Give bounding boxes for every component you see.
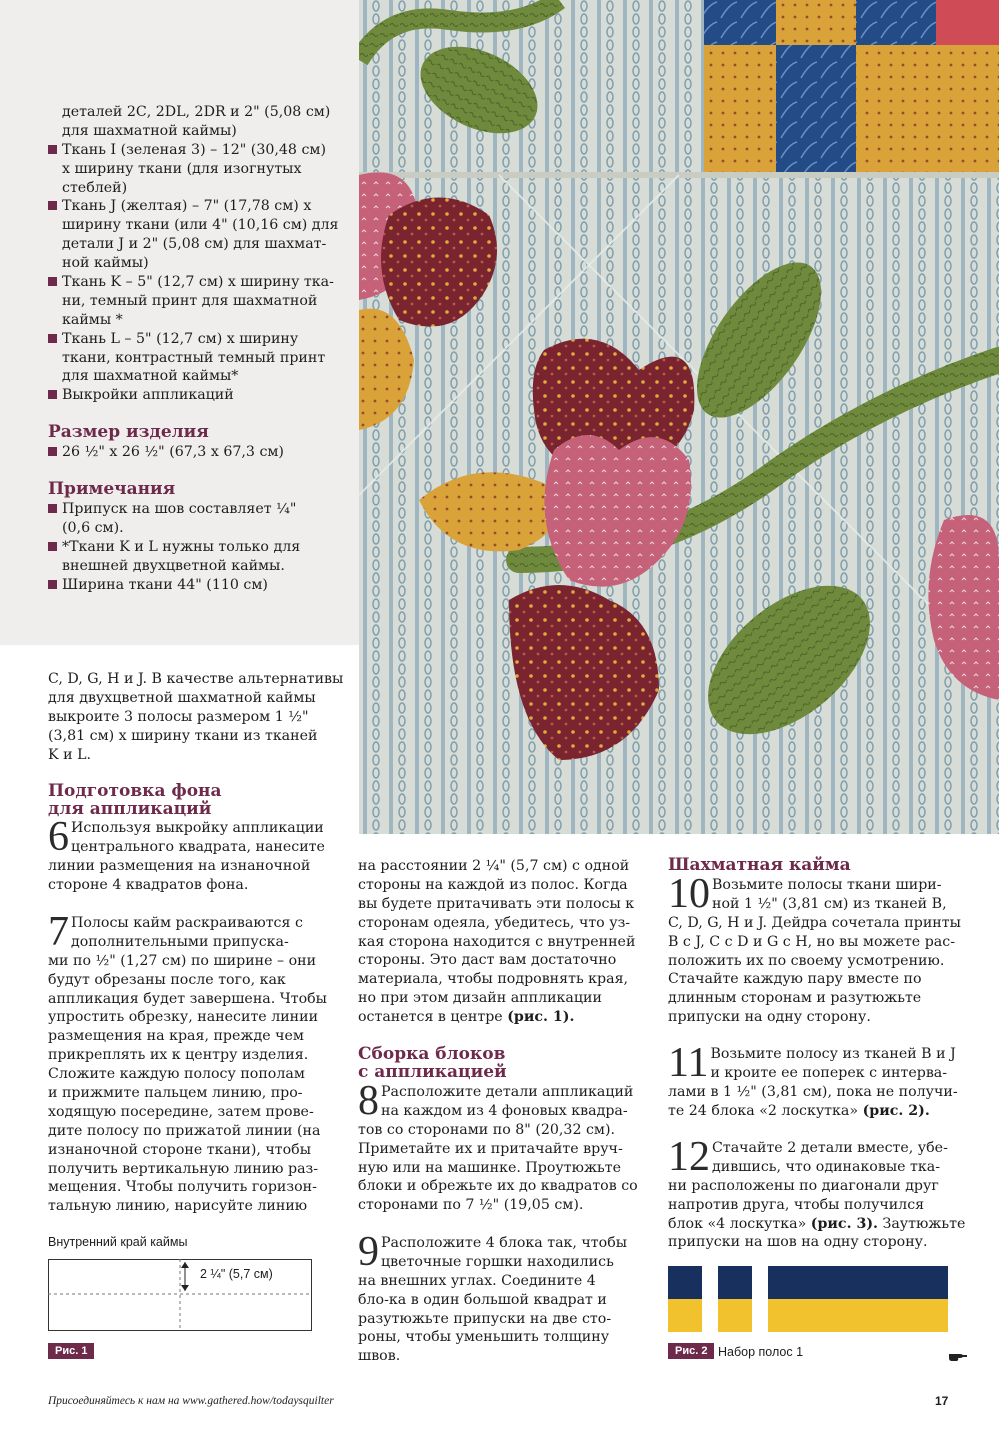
fig1-diagram [48,1259,312,1331]
step8 [358,1078,658,1215]
text-line: тов со сторонами по 8" (20,32 см). [358,1121,616,1138]
notes-line [48,519,348,538]
text-line: дополнительными припуска- [71,933,289,950]
fig1-label: Рис. 1 [48,1343,94,1359]
materials-line [48,197,348,216]
materials-line [48,311,348,330]
notes-heading: Примечания [48,479,176,499]
page-number: 17 [935,1394,949,1408]
step7-number: 7 [48,909,69,955]
text-line: кая сторона находится с внутренней [358,933,636,950]
fig-ref: (рис. 3). [810,1215,878,1232]
materials-text: ни, темный принт для шахматной [62,292,318,309]
text-line: Расположите 4 блока так, чтобы [381,1235,628,1251]
text-line: тальную линию, нарисуйте линию [48,1198,308,1215]
text-line: швов. [358,1348,401,1365]
text-line: для двухцветной шахматной каймы [48,689,316,706]
text-line: припуски на одну сторону. [668,1009,871,1026]
materials-text: стеблей) [62,179,128,196]
text-line: Сложите каждую полосу пополам [48,1066,305,1083]
text-line: на внешних углах. Соедините 4 [358,1272,596,1289]
text-line: и кроите ее поперек с интерва- [710,1064,948,1081]
materials-line [48,292,348,311]
text-span: Заутюжьте [882,1215,966,1232]
bullet-square-icon [48,390,57,399]
text-line [358,1008,658,1027]
materials-list [48,103,348,405]
quilt-photo [359,0,999,834]
text-line: (3,81 см) х ширину ткани из тканей [48,727,318,744]
col1-heading-line2: для аппликаций [48,799,212,819]
materials-text: Выкройки аппликаций [62,387,234,404]
text-line: получить вертикальную линию раз- [48,1160,319,1177]
notes-text: *Ткани K и L нужны только для [62,538,301,555]
bullet-square-icon [48,447,57,456]
text-line: роны, чтобы уменьшить толщину [358,1329,610,1346]
fig2-label: Рис. 2 [668,1343,714,1359]
size-text: 26 ½" х 26 ½" (67,3 х 67,3 см) [62,444,284,460]
text-line: припуски на шов на одну сторону. [668,1234,928,1251]
text-line [668,1215,968,1234]
text-line: длинным сторонам и разутюжьте [668,990,922,1007]
size-section [48,423,348,462]
step6-number: 6 [48,814,69,860]
text-span: останется в центре [358,1009,503,1026]
notes-line [48,557,348,576]
size-line [48,443,348,462]
bullet-square-icon [48,277,57,286]
col2-heading [358,1045,658,1081]
text-line: дившись, что одинаковые тка- [712,1158,941,1175]
step9-number: 9 [358,1229,379,1275]
footer-join-text: Присоединяйтесь к нам на www.gathered.how/todaysquilter [48,1395,334,1407]
materials-text: ширину ткани (или 4" (10,16 см) для [62,217,339,234]
materials-line [48,367,348,386]
materials-text: ной каймы) [62,255,149,272]
fig1-title: Внутренний край каймы [48,1235,188,1249]
notes-line [48,538,348,557]
step12-number: 12 [668,1134,710,1180]
text-line: изнаночной стороне ткани), чтобы [48,1141,312,1158]
text-line: ходящую посередине, затем прове- [48,1103,314,1120]
step8-text [358,1078,658,1215]
col2-heading-line1: Сборка блоков [358,1044,506,1064]
text-line: напротив друга, чтобы получился [668,1196,925,1213]
text-line: C, D, G, H и J. В качестве альтернативы [48,671,344,687]
pointing-hand-icon [948,1348,968,1367]
col2-continued [358,857,658,1027]
text-line: стороны на каждой из полос. Когда [358,876,628,893]
notes-line [48,500,348,519]
text-line: ной 1 ½" (3,81 см) из тканей B, [712,895,947,912]
text-line: материала, чтобы подровнять края, [358,971,629,988]
col1-intro [48,670,348,764]
bullet-square-icon [48,504,57,513]
fig2-diagram [668,1266,948,1334]
materials-line [48,273,348,292]
text-line: выкроите 3 полосы размером 1 ½" [48,708,309,725]
text-line: стороны. Это даст вам достаточно [358,952,617,969]
step10-text [668,871,968,1027]
notes-list [48,500,348,594]
step7 [48,909,348,1216]
materials-text: каймы * [62,311,123,328]
bullet-square-icon [48,542,57,551]
text-line: линии размещения на изнаночной [48,857,311,874]
text-span: блок «4 лоскутка» [668,1215,807,1232]
materials-text: Ткань L – 5" (12,7 см) х ширину [62,330,299,347]
text-line: Стачайте каждую пару вместе по [668,971,922,988]
notes-line [48,576,348,595]
step10-number: 10 [668,871,710,917]
step7-text [48,909,348,1216]
materials-text: для шахматной каймы) [62,122,237,139]
text-line: лами в 1 ½" (3,81 см), пока не получи- [668,1083,958,1100]
text-line: K и L. [48,746,92,763]
text-line: упростить обрезку, нанесите линии [48,1009,319,1026]
text-line: Полосы кайм раскраиваются с [71,915,303,931]
materials-line [48,386,348,405]
quilt-applique-image [359,0,999,834]
col2-cont-lines [358,857,658,1027]
text-line: Приметайте их и притачайте вруч- [358,1140,623,1157]
text-line: цветочные горшки находились [381,1253,614,1270]
materials-text: х ширину ткани (для изогнутых [62,160,302,177]
text-line: мещения. Чтобы получить горизон- [48,1179,317,1196]
materials-line [48,103,348,122]
text-line: B с J, C с D и G с H, но вы можете рас- [668,933,955,950]
notes-text: внешней двухцветной каймы. [62,557,285,574]
text-line: будут обрезаны после того, как [48,971,286,988]
size-heading: Размер изделия [48,422,209,442]
step6 [48,814,348,895]
text-line: Используя выкройку аппликации [71,820,324,836]
text-line: размещения на края, прежде чем [48,1028,304,1045]
materials-line [48,330,348,349]
bullet-square-icon [48,580,57,589]
text-line: и прижмите пальцем линию, про- [48,1085,303,1102]
text-line: центрального квадрата, нанесите [71,838,325,855]
text-line: Расположите детали аппликаций [381,1084,634,1100]
step11 [668,1040,968,1121]
materials-line [48,179,348,198]
materials-text: Ткань J (желтая) – 7" (17,78 см) х [62,198,312,215]
text-line: на каждом из 4 фоновых квадра- [381,1102,628,1119]
step10 [668,871,968,1027]
text-line: вы будете притачивать эти полосы к [358,895,635,912]
text-line: Возьмите полосу из тканей B и J [710,1046,956,1062]
materials-line [48,141,348,160]
step11-text [668,1040,968,1121]
text-line: ни расположены по диагонали друг [668,1177,939,1194]
materials-line [48,216,348,235]
step12-text [668,1134,968,1252]
text-span: те 24 блока «2 лоскутка» [668,1102,859,1119]
materials-text: Ткань K – 5" (12,7 см) х ширину тка- [62,274,334,291]
text-line: Стачайте 2 детали вместе, убе- [712,1140,948,1156]
col3-heading: Шахматная кайма [668,855,851,875]
text-line: ми по ½" (1,27 см) по ширине – они [48,952,317,969]
materials-line [48,122,348,141]
bullet-square-icon [48,145,57,154]
col1-heading [48,782,348,818]
col2-heading-line2: с аппликацией [358,1062,507,1082]
materials-text: Ткань I (зеленая 3) – 12" (30,48 см) [62,141,326,158]
size-list [48,443,348,462]
fig2-caption: Набор полос 1 [718,1345,804,1359]
step8-number: 8 [358,1078,379,1124]
materials-text: детали J и 2" (5,08 см) для шахмат- [62,236,327,253]
text-line: сторонами по 7 ½" (19,05 см). [358,1197,584,1214]
step9-text [358,1229,658,1366]
bullet-square-icon [48,201,57,210]
fig2-svg [668,1266,948,1334]
step11-number: 11 [668,1040,709,1086]
text-line: но при этом дизайн аппликации [358,990,602,1007]
materials-line [48,254,348,273]
text-line: ную или на машинке. Проутюжьте [358,1159,621,1176]
fig-ref: (рис. 2). [862,1102,930,1119]
materials-text: для шахматной каймы* [62,368,239,385]
materials-text: ткани, контрастный темный принт [62,349,326,366]
text-line: аппликация будет завершена. Чтобы [48,990,327,1007]
step12 [668,1134,968,1252]
text-line: Возьмите полосы ткани шири- [712,877,942,893]
text-line: прикреплять их к центру изделия. [48,1047,309,1064]
text-line: бло-ка в один большой квадрат и [358,1291,607,1308]
text-line: разутюжьте припуски на две сто- [358,1310,612,1327]
text-line: стороне 4 квадратов фона. [48,876,249,893]
materials-line [48,235,348,254]
fig-ref: (рис. 1). [507,1009,575,1026]
step6-text [48,814,348,895]
notes-section [48,480,348,594]
text-line: C, D, G, H и J. Дейдра сочетала принты [668,914,961,931]
bullet-square-icon [48,334,57,343]
text-line: на расстоянии 2 ¼" (5,7 см) с одной [358,858,630,874]
text-line [668,1102,968,1121]
fig1-measure: 2 ¼" (5,7 см) [200,1267,273,1281]
materials-line [48,160,348,179]
text-line: блоки и обрежьте их до квадратов со [358,1178,638,1195]
step9 [358,1229,658,1366]
materials-line [48,349,348,368]
text-line: сторонам одеяла, убедитесь, что уз- [358,914,631,931]
notes-text: (0,6 см). [62,519,124,536]
text-line: положить их по своему усмотрению. [668,952,945,969]
text-line: дите полосу по прижатой линии (на [48,1122,321,1139]
notes-text: Припуск на шов составляет ¼" [62,501,297,517]
materials-text: деталей 2С, 2DL, 2DR и 2" (5,08 см) [62,104,331,120]
notes-text: Ширина ткани 44" (110 см) [62,576,268,593]
col1-heading-line1: Подготовка фона [48,781,222,801]
